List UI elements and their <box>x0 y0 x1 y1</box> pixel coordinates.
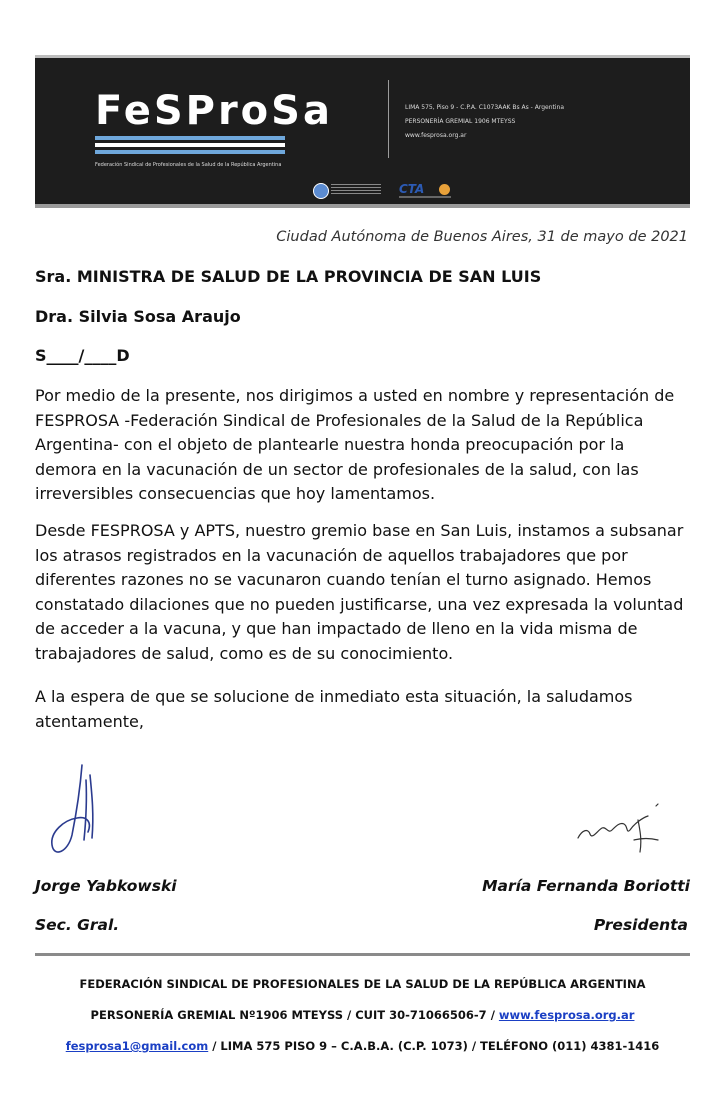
logo-stripes <box>95 136 285 158</box>
body-paragraph-1: Por medio de la presente, nos dirigimos a usted en nombre y representación de FESPROSA -Federación Sindical de Profesionales de la Salud de la República Argentina- con el objeto de plantearle nuestra honda preocupación por la demora en la vacunación de un sector de profesionales de la salud, con las irreversibles consecuencias que hoy lamentamos. <box>35 386 675 503</box>
footer-line-3 <box>35 1039 690 1053</box>
footer-address: / LIMA 575 PISO 9 – C.A.B.A. (C.P. 1073) / TELÉFONO (011) 4381-1416 <box>208 1039 660 1053</box>
footer-line-2 <box>35 1008 690 1022</box>
signer-right-title: Presidenta <box>593 916 688 934</box>
cta-logo: CTA <box>399 182 425 196</box>
address-line-2: PERSONERÍA GREMIAL 1906 MTEYSS <box>405 118 516 125</box>
letterhead-address <box>405 101 564 143</box>
address-line-1: LIMA 575, Piso 9 - C.P.A. C1073AAK Bs As - Argentina <box>405 104 565 111</box>
body-paragraph-2: Desde FESPROSA y APTS, nuestro gremio base en San Luis, instamos a subsanar los atrasos registrados en la vacunación de aquellos trabajadores que por diferentes razones no se vacunaron cuando tenían el turno asignado. Hemos constatado dilaciones que no pueden justificarse, una vez expresada la voluntad de acceder a la vacuna, y que han impactado de lleno en la vida misma de trabajadores de salud, como es de su conocimiento. <box>35 521 684 663</box>
letterhead-banner <box>35 55 690 208</box>
footer-line-1: FEDERACIÓN SINDICAL DE PROFESIONALES DE LA SALUD DE LA REPÚBLICA ARGENTINA <box>79 977 646 991</box>
letterhead-divider <box>388 80 389 158</box>
signer-left-title: Sec. Gral. <box>35 916 120 934</box>
logo-subtitle: Federación Sindical de Profesionales de la Salud de la República Argentina <box>95 162 282 168</box>
footer-divider <box>35 953 690 956</box>
addressee-name: Dra. Silvia Sosa Araujo <box>35 307 241 326</box>
signer-left-name: Jorge Yabkowski <box>35 877 177 895</box>
body-paragraph-3: A la espera de que se solucione de inmediato esta situación, la saludamos atentamente, <box>35 687 633 731</box>
cta-logo-dot-icon <box>439 184 450 195</box>
website-link[interactable]: www.fesprosa.org.ar <box>498 1008 635 1022</box>
partner-logo-1-text <box>331 184 381 195</box>
addressee-title: Sra. MINISTRA DE SALUD DE LA PROVINCIA DE SAN LUIS <box>35 267 542 286</box>
signature-left <box>42 760 112 860</box>
signer-right-name: María Fernanda Boriotti <box>482 877 690 895</box>
logo-wordmark: FeSProSa <box>95 88 333 134</box>
footer-registration: PERSONERÍA GREMIAL Nº1906 MTEYSS / CUIT 30-71066506-7 / <box>90 1008 499 1022</box>
fesprosa-logo <box>95 88 340 198</box>
signature-right <box>570 800 670 860</box>
partner-logo-1-icon <box>313 183 329 199</box>
cta-logo-underline <box>399 196 451 198</box>
address-line-3: www.fesprosa.org.ar <box>405 132 467 139</box>
addressee-salutation: S____/____D <box>35 346 130 365</box>
email-link[interactable]: fesprosa1@gmail.com <box>65 1039 209 1053</box>
date-line: Ciudad Autónoma de Buenos Aires, 31 de mayo de 2021 <box>276 229 688 245</box>
partner-logos <box>313 180 473 200</box>
